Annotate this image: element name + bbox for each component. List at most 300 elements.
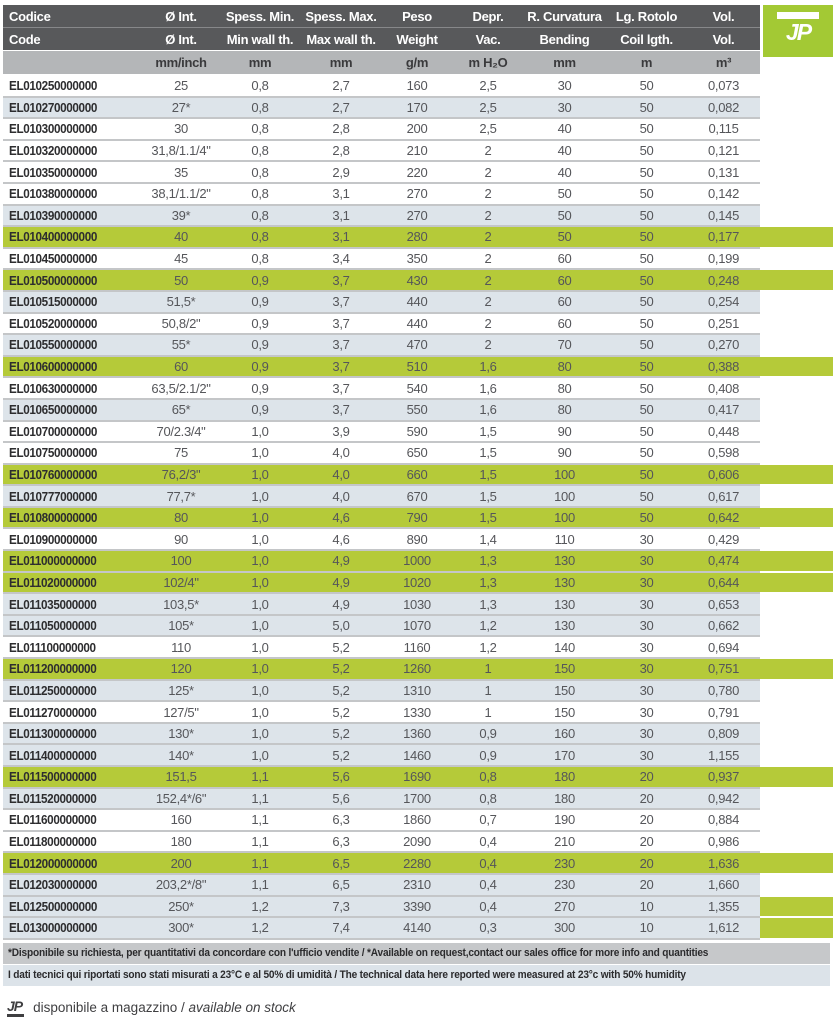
table-row: [3, 745, 836, 767]
row-right-strip: [760, 486, 833, 508]
cell-value: 38,1/1.1/2": [151, 186, 211, 202]
cell-value: 0,662: [707, 618, 740, 634]
cell-value: 1,1: [251, 877, 269, 893]
cell-code: EL010515000000: [9, 294, 98, 310]
cell-value: 60: [557, 251, 572, 267]
table-row: [3, 832, 836, 854]
cell-value: 50: [639, 402, 654, 418]
cell-value: 510: [406, 359, 428, 375]
table-row: [3, 119, 836, 141]
cell-code: EL011600000000: [9, 812, 97, 828]
column-header: Vol.: [712, 31, 735, 47]
table-row: [3, 810, 836, 832]
cell-value: 0,4: [479, 877, 497, 893]
table-row-main: [3, 659, 760, 681]
cell-value: 4,6: [332, 531, 350, 547]
cell-value: 0,145: [707, 207, 740, 223]
row-right-strip: [760, 918, 833, 940]
cell-value: 0,606: [707, 466, 740, 482]
cell-value: 50: [639, 121, 654, 137]
cell-value: 130*: [168, 726, 194, 742]
table-row-main: [3, 918, 760, 940]
cell-value: 1,0: [251, 553, 269, 569]
cell-value: 0,751: [707, 661, 740, 677]
cell-value: 540: [406, 380, 428, 396]
column-header: Spess. Min.: [225, 8, 295, 24]
row-right-strip: [760, 292, 833, 314]
cell-value: 1,5: [479, 445, 497, 461]
table-row-main: [3, 853, 760, 875]
table-row: [3, 551, 836, 573]
cell-code: EL010900000000: [9, 531, 98, 547]
table-row: [3, 853, 836, 875]
row-right-strip: [760, 206, 833, 228]
cell-value: 1030: [403, 596, 431, 612]
cell-code: EL013000000000: [9, 920, 98, 936]
cell-value: 180: [554, 790, 575, 806]
column-header: Vol.: [712, 8, 735, 24]
cell-value: 30: [639, 726, 654, 742]
cell-code: EL010400000000: [9, 229, 98, 245]
cell-value: 0,8: [251, 143, 269, 159]
row-right-strip: [760, 335, 833, 357]
column-header: Vac.: [475, 31, 501, 47]
cell-value: 150: [554, 682, 575, 698]
row-right-strip: [760, 616, 833, 638]
table-row-main: [3, 724, 760, 746]
column-header: Coil lgth.: [620, 31, 673, 47]
row-right-strip: [760, 227, 833, 249]
cell-value: 2,5: [479, 78, 497, 94]
cell-value: 1070: [403, 618, 431, 634]
cell-value: 300: [554, 920, 575, 936]
cell-value: 0,694: [707, 639, 740, 655]
cell-value: 60: [557, 294, 572, 310]
cell-value: 1,4: [479, 531, 497, 547]
cell-value: 3,4: [332, 251, 350, 267]
cell-value: 60: [557, 315, 572, 331]
cell-value: 20: [639, 855, 654, 871]
cell-value: 50: [639, 207, 654, 223]
footnote-measurement-conditions: [3, 965, 830, 986]
table-body: [3, 76, 836, 940]
cell-value: 670: [406, 488, 428, 504]
cell-value: 5,2: [332, 661, 350, 677]
cell-value: 180: [170, 834, 192, 850]
table-row: [3, 875, 836, 897]
cell-value: 1,0: [251, 704, 269, 720]
cell-value: 6,3: [332, 834, 350, 850]
row-right-strip: [760, 141, 833, 163]
cell-code: EL010520000000: [9, 315, 98, 331]
cell-value: 1,660: [707, 877, 740, 893]
cell-code: EL010320000000: [9, 143, 98, 159]
cell-value: 140: [554, 639, 575, 655]
cell-value: 0,8: [479, 769, 497, 785]
column-header: Ø Int.: [165, 31, 197, 47]
cell-value: 100: [554, 466, 575, 482]
cell-value: 200: [170, 855, 192, 871]
cell-value: 5,6: [332, 790, 350, 806]
cell-value: 190: [554, 812, 575, 828]
cell-code: EL010760000000: [9, 466, 98, 482]
cell-value: 2: [484, 207, 492, 223]
cell-value: 20: [639, 790, 654, 806]
cell-value: 4,9: [332, 596, 350, 612]
cell-value: 50: [639, 445, 654, 461]
cell-value: 50: [639, 488, 654, 504]
cell-value: 270: [406, 186, 428, 202]
cell-value: 270: [554, 898, 575, 914]
unit-header: m³: [715, 55, 732, 70]
cell-value: 3,1: [332, 186, 350, 202]
cell-value: 150: [554, 661, 575, 677]
cell-value: 80: [174, 510, 188, 526]
cell-value: 6,3: [332, 812, 350, 828]
table-row-main: [3, 119, 760, 141]
cell-code: EL010250000000: [9, 78, 98, 94]
table-row-main: [3, 227, 760, 249]
cell-value: 1,612: [707, 920, 740, 936]
table-row-main: [3, 314, 760, 336]
cell-value: 0,9: [479, 747, 497, 763]
cell-value: 0,644: [707, 574, 740, 590]
cell-value: 102/4": [163, 574, 199, 590]
unit-header: mm: [248, 55, 272, 70]
column-header: Spess. Max.: [305, 8, 377, 24]
table-row-main: [3, 637, 760, 659]
column-header: Bending: [539, 31, 590, 47]
cell-code: EL010350000000: [9, 164, 98, 180]
cell-value: 3,7: [332, 380, 350, 396]
cell-value: 3,7: [332, 272, 350, 288]
table-row: [3, 616, 836, 638]
row-right-strip: [760, 76, 833, 98]
cell-value: 1,3: [479, 596, 497, 612]
cell-value: 5,6: [332, 769, 350, 785]
cell-value: 1860: [403, 812, 431, 828]
cell-value: 3,7: [332, 294, 350, 310]
table-row: [3, 76, 836, 98]
cell-value: 1460: [403, 747, 431, 763]
cell-value: 6,5: [332, 877, 350, 893]
table-row: [3, 162, 836, 184]
table-row-main: [3, 357, 760, 379]
cell-value: 2,7: [332, 78, 350, 94]
cell-value: 50: [639, 510, 654, 526]
table-row-main: [3, 98, 760, 120]
table-row-main: [3, 486, 760, 508]
cell-code: EL011250000000: [9, 682, 97, 698]
table-row: [3, 292, 836, 314]
brand-logo-icon: JP: [785, 19, 811, 45]
cell-value: 130: [554, 618, 575, 634]
cell-value: 2,7: [332, 99, 350, 115]
cell-value: 890: [406, 531, 428, 547]
cell-value: 51,5*: [166, 294, 196, 310]
row-right-strip: [760, 184, 833, 206]
cell-value: 1,2: [479, 618, 497, 634]
table-row-main: [3, 184, 760, 206]
stock-legend: [7, 999, 836, 1017]
row-right-strip: [760, 508, 833, 530]
cell-value: 1,0: [251, 726, 269, 742]
cell-value: 1360: [403, 726, 431, 742]
cell-value: 140*: [168, 747, 194, 763]
cell-value: 0,9: [251, 272, 269, 288]
table-row: [3, 206, 836, 228]
column-header: Min wall th.: [226, 31, 294, 47]
cell-value: 45: [174, 251, 188, 267]
cell-value: 1000: [403, 553, 431, 569]
cell-value: 1310: [403, 682, 431, 698]
row-right-strip: [760, 443, 833, 465]
cell-value: 30: [639, 704, 654, 720]
cell-value: 40: [557, 164, 572, 180]
cell-value: 470: [406, 337, 428, 353]
cell-value: 80: [557, 402, 572, 418]
cell-value: 1,0: [251, 639, 269, 655]
cell-value: 1,1: [251, 855, 269, 871]
cell-value: 1,5: [479, 423, 497, 439]
cell-code: EL011800000000: [9, 834, 97, 850]
cell-value: 0,177: [707, 229, 740, 245]
cell-code: EL010750000000: [9, 445, 98, 461]
cell-value: 1,0: [251, 682, 269, 698]
header-row-english: [3, 28, 760, 50]
cell-value: 4,6: [332, 510, 350, 526]
row-right-strip: [760, 681, 833, 703]
column-header: Ø Int.: [165, 8, 197, 24]
cell-value: 50: [557, 186, 572, 202]
cell-value: 30: [639, 553, 654, 569]
row-right-strip: [760, 529, 833, 551]
cell-value: 0,4: [479, 898, 497, 914]
cell-value: 4140: [403, 920, 431, 936]
unit-header: mm: [553, 55, 576, 70]
column-header: Code: [9, 31, 41, 47]
cell-value: 1700: [403, 790, 431, 806]
row-right-strip: [760, 422, 833, 444]
cell-value: 1: [484, 661, 492, 677]
cell-code: EL011520000000: [9, 790, 97, 806]
unit-header: m: [640, 55, 653, 70]
cell-value: 151,5: [165, 769, 197, 785]
cell-code: EL010630000000: [9, 380, 98, 396]
cell-value: 3,7: [332, 402, 350, 418]
cell-value: 270: [406, 207, 428, 223]
cell-value: 50: [639, 164, 654, 180]
cell-value: 4,0: [332, 488, 350, 504]
cell-value: 1,1: [251, 812, 269, 828]
unit-header: [3, 51, 143, 74]
cell-value: 1,0: [251, 596, 269, 612]
cell-value: 1,2: [251, 920, 269, 936]
cell-value: 5,2: [332, 639, 350, 655]
stock-legend-english: available on stock: [188, 1000, 296, 1016]
row-right-strip: [760, 314, 833, 336]
table-row: [3, 637, 836, 659]
cell-code: EL011300000000: [9, 726, 97, 742]
cell-value: 440: [406, 315, 428, 331]
cell-value: 0,417: [707, 402, 740, 418]
table-header: [3, 5, 833, 74]
table-row: [3, 508, 836, 530]
cell-value: 0,248: [707, 272, 740, 288]
cell-value: 50: [639, 337, 654, 353]
cell-value: 200: [406, 121, 428, 137]
cell-value: 250*: [168, 898, 194, 914]
cell-value: 160: [554, 726, 575, 742]
cell-value: 20: [639, 877, 654, 893]
column-header: Depr.: [472, 8, 504, 24]
cell-value: 1,5: [479, 510, 497, 526]
cell-value: 0,121: [707, 143, 740, 159]
cell-value: 0,8: [251, 207, 269, 223]
cell-value: 103,5*: [163, 596, 199, 612]
cell-value: 0,474: [707, 553, 740, 569]
cell-value: 0,942: [707, 790, 740, 806]
row-right-strip: [760, 573, 833, 595]
cell-value: 2310: [403, 877, 431, 893]
cell-value: 90: [174, 531, 188, 547]
cell-value: 110: [171, 639, 191, 655]
cell-value: 0,429: [707, 531, 740, 547]
table-row-main: [3, 249, 760, 271]
row-right-strip: [760, 551, 833, 573]
cell-value: 0,9: [251, 294, 269, 310]
cell-value: 0,4: [479, 855, 497, 871]
cell-value: 0,3: [479, 920, 497, 936]
cell-value: 280: [406, 229, 428, 245]
cell-value: 0,408: [707, 380, 740, 396]
cell-value: 0,8: [251, 78, 269, 94]
cell-value: 30: [557, 99, 572, 115]
cell-code: EL011500000000: [9, 769, 97, 785]
cell-value: 20: [639, 834, 654, 850]
cell-value: 300*: [168, 920, 194, 936]
cell-value: 2,9: [332, 164, 350, 180]
footnote-text: *Disponibile su richiesta, per quantitativi da concordare con l'ufficio vendite / *Available on request,contact our sales office for more info and quantities: [8, 946, 709, 959]
cell-value: 1330: [403, 704, 431, 720]
cell-value: 1,155: [707, 747, 740, 763]
cell-value: 0,388: [707, 359, 740, 375]
cell-value: 7,3: [332, 898, 350, 914]
cell-value: 127/5": [163, 704, 199, 720]
cell-value: 100: [554, 488, 575, 504]
cell-value: 0,448: [707, 423, 740, 439]
row-right-strip: [760, 162, 833, 184]
cell-value: 7,4: [332, 920, 350, 936]
cell-value: 0,270: [707, 337, 740, 353]
cell-value: 25: [174, 78, 188, 94]
row-right-strip: [760, 810, 833, 832]
header-row-italian: [3, 5, 760, 28]
cell-value: 3,7: [332, 315, 350, 331]
cell-value: 160: [170, 812, 192, 828]
cell-value: 50: [639, 78, 654, 94]
cell-value: 50: [639, 143, 654, 159]
row-right-strip: [760, 745, 833, 767]
cell-value: 0,199: [707, 251, 740, 267]
cell-value: 50: [639, 272, 654, 288]
cell-value: 430: [406, 272, 428, 288]
cell-code: EL010600000000: [9, 359, 98, 375]
row-right-strip: [760, 357, 833, 379]
table-row-main: [3, 206, 760, 228]
cell-value: 1,2: [251, 898, 269, 914]
cell-value: 1,0: [251, 510, 269, 526]
cell-value: 10: [639, 920, 654, 936]
cell-value: 660: [406, 466, 428, 482]
column-header: Peso: [402, 8, 432, 24]
cell-value: 1,1: [251, 834, 269, 850]
table-row: [3, 897, 836, 919]
cell-value: 70: [557, 337, 572, 353]
row-right-strip: [760, 853, 833, 875]
cell-value: 0,8: [251, 121, 269, 137]
cell-value: 60: [557, 272, 572, 288]
table-row-main: [3, 573, 760, 595]
cell-value: 2,8: [332, 143, 350, 159]
cell-value: 2,8: [332, 121, 350, 137]
cell-value: 5,2: [332, 747, 350, 763]
cell-value: 0,598: [707, 445, 740, 461]
cell-value: 30: [639, 531, 654, 547]
column-header: Max wall th.: [306, 31, 376, 47]
table-row-main: [3, 141, 760, 163]
cell-code: EL011400000000: [9, 747, 97, 763]
table-row-main: [3, 832, 760, 854]
cell-value: 152,4*/6": [155, 790, 207, 806]
cell-value: 0,8: [251, 99, 269, 115]
cell-code: EL011100000000: [9, 639, 96, 655]
cell-value: 4,0: [332, 466, 350, 482]
cell-value: 203,2*/8": [155, 877, 207, 893]
table-row-main: [3, 681, 760, 703]
cell-value: 2090: [403, 834, 431, 850]
table-row-main: [3, 465, 760, 487]
cell-value: 210: [554, 834, 575, 850]
unit-header: m H₂O: [468, 55, 508, 70]
cell-value: 0,9: [251, 402, 269, 418]
cell-value: 150: [554, 704, 575, 720]
cell-value: 105*: [168, 618, 194, 634]
cell-value: 60: [174, 359, 188, 375]
table-row: [3, 357, 836, 379]
row-right-strip: [760, 270, 833, 292]
table-row: [3, 681, 836, 703]
cell-value: 650: [406, 445, 428, 461]
row-right-strip: [760, 767, 833, 789]
stock-legend-italian: disponibile a magazzino /: [33, 1000, 189, 1016]
cell-value: 0,8: [251, 186, 269, 202]
row-right-strip: [760, 400, 833, 422]
cell-code: EL011020000000: [9, 574, 97, 590]
table-row: [3, 400, 836, 422]
cell-value: 0,642: [707, 510, 740, 526]
cell-value: 39*: [171, 207, 191, 223]
cell-value: 50: [639, 99, 654, 115]
cell-value: 5,2: [332, 682, 350, 698]
table-row: [3, 443, 836, 465]
cell-value: 40: [557, 121, 572, 137]
cell-value: 0,986: [707, 834, 740, 850]
table-row-main: [3, 76, 760, 98]
table-row-main: [3, 789, 760, 811]
cell-value: 0,8: [251, 251, 269, 267]
row-right-strip: [760, 378, 833, 400]
